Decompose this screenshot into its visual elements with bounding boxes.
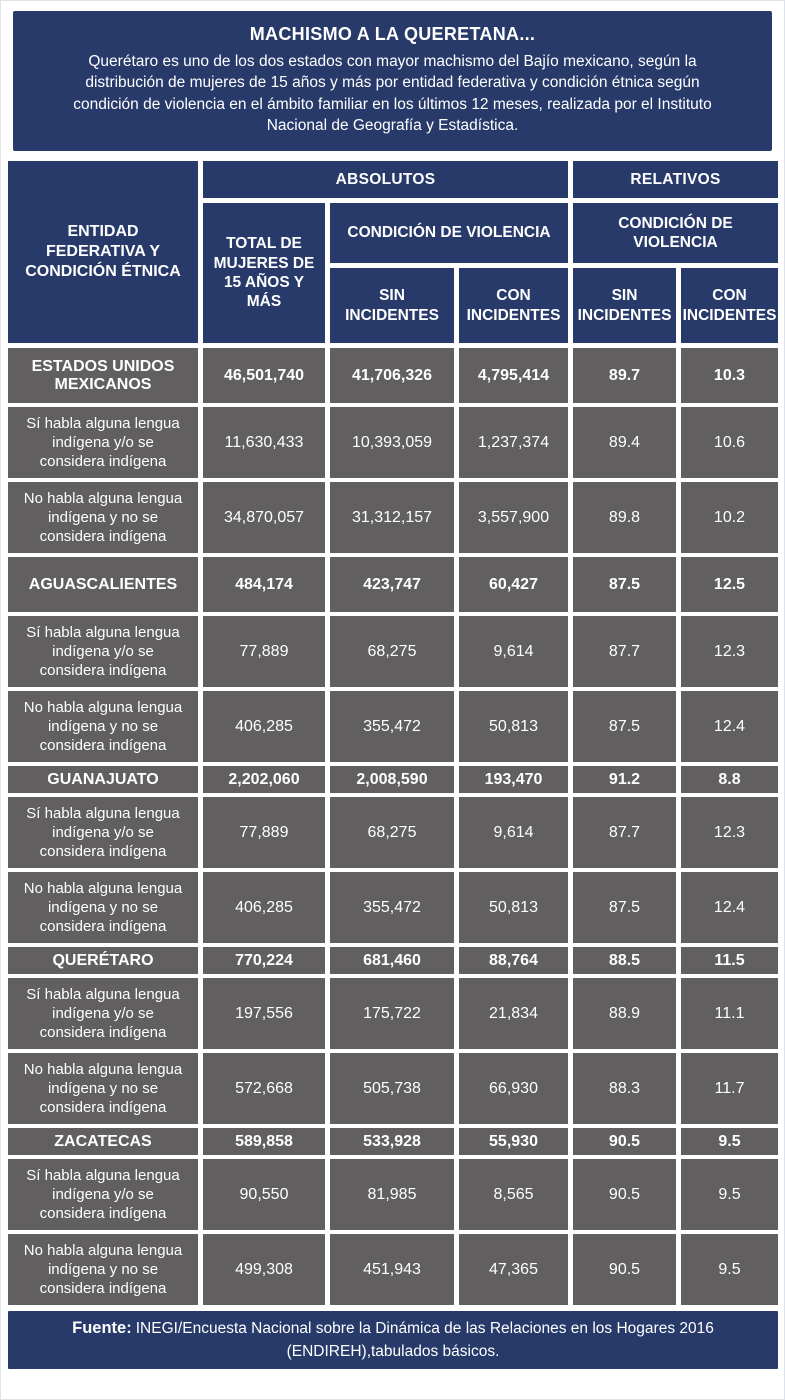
cell-con-abs: 66,930	[459, 1053, 568, 1124]
cell-sin-abs: 2,008,590	[330, 766, 454, 793]
cell-total: 77,889	[203, 797, 325, 868]
cell-total: 2,202,060	[203, 766, 325, 793]
cell-sin-rel: 91.2	[573, 766, 676, 793]
table-row-sub	[8, 978, 778, 1049]
table-row-state	[8, 947, 778, 974]
cell-con-abs: 50,813	[459, 872, 568, 943]
cell-total: 34,870,057	[203, 482, 325, 553]
cell-con-rel: 12.3	[681, 797, 778, 868]
cell-total: 11,630,433	[203, 407, 325, 478]
source-text: Fuente: INEGI/Encuesta Nacional sobre la Dinámica de las Relaciones en los Hogares 2016 (ENDIREH),tabulados básicos.	[72, 1319, 714, 1360]
cell-sin-abs: 41,706,326	[330, 348, 454, 403]
header-sin-incidentes-abs: SIN INCIDENTES	[330, 268, 454, 343]
row-label: GUANAJUATO	[8, 766, 198, 793]
cell-total: 197,556	[203, 978, 325, 1049]
title-box	[13, 11, 772, 151]
cell-sin-abs: 423,747	[330, 557, 454, 612]
row-label: No habla alguna lengua indígena y no se considera indígena	[8, 872, 198, 943]
table-row-sub	[8, 691, 778, 762]
cell-sin-rel: 87.5	[573, 872, 676, 943]
cell-con-abs: 55,930	[459, 1128, 568, 1155]
cell-sin-rel: 87.7	[573, 797, 676, 868]
source-footer	[8, 1311, 778, 1369]
cell-total: 46,501,740	[203, 348, 325, 403]
header-con-incidentes-abs: CON INCIDENTES	[459, 268, 568, 343]
cell-con-abs: 47,365	[459, 1234, 568, 1305]
cell-sin-rel: 87.5	[573, 691, 676, 762]
cell-con-rel: 11.1	[681, 978, 778, 1049]
cell-total: 499,308	[203, 1234, 325, 1305]
table-row-sub	[8, 1234, 778, 1305]
table-row-state	[8, 1128, 778, 1155]
table-row-sub	[8, 1159, 778, 1230]
header-total-mujeres: TOTAL DE MUJERES DE 15 AÑOS Y MÁS	[203, 203, 325, 343]
row-label: Sí habla alguna lengua indígena y/o se considera indígena	[8, 407, 198, 478]
cell-con-rel: 10.2	[681, 482, 778, 553]
cell-con-abs: 9,614	[459, 616, 568, 687]
cell-sin-abs: 355,472	[330, 691, 454, 762]
cell-con-abs: 88,764	[459, 947, 568, 974]
cell-con-rel: 10.3	[681, 348, 778, 403]
cell-con-rel: 9.5	[681, 1159, 778, 1230]
cell-con-abs: 9,614	[459, 797, 568, 868]
cell-con-rel: 12.4	[681, 691, 778, 762]
table-row-sub	[8, 407, 778, 478]
header-con-incidentes-rel: CON INCIDENTES	[681, 268, 778, 343]
cell-sin-rel: 87.7	[573, 616, 676, 687]
cell-sin-abs: 10,393,059	[330, 407, 454, 478]
cell-con-rel: 11.7	[681, 1053, 778, 1124]
cell-sin-rel: 87.5	[573, 557, 676, 612]
cell-con-rel: 9.5	[681, 1234, 778, 1305]
row-label: ZACATECAS	[8, 1128, 198, 1155]
cell-con-rel: 8.8	[681, 766, 778, 793]
cell-sin-abs: 68,275	[330, 797, 454, 868]
cell-con-abs: 21,834	[459, 978, 568, 1049]
row-label: No habla alguna lengua indígena y no se considera indígena	[8, 691, 198, 762]
header-absolutos: ABSOLUTOS	[203, 161, 568, 198]
cell-sin-rel: 90.5	[573, 1234, 676, 1305]
cell-con-abs: 60,427	[459, 557, 568, 612]
statistics-table	[8, 161, 778, 1305]
cell-total: 572,668	[203, 1053, 325, 1124]
row-label: Sí habla alguna lengua indígena y/o se considera indígena	[8, 1159, 198, 1230]
cell-con-abs: 50,813	[459, 691, 568, 762]
row-label: Sí habla alguna lengua indígena y/o se considera indígena	[8, 616, 198, 687]
cell-sin-abs: 533,928	[330, 1128, 454, 1155]
header-sin-incidentes-rel: SIN INCIDENTES	[573, 268, 676, 343]
cell-total: 90,550	[203, 1159, 325, 1230]
table-header	[8, 161, 778, 343]
cell-con-rel: 9.5	[681, 1128, 778, 1155]
cell-sin-abs: 31,312,157	[330, 482, 454, 553]
page-title: MACHISMO A LA QUERETANA...	[249, 24, 536, 44]
cell-con-abs: 193,470	[459, 766, 568, 793]
table-row-sub	[8, 797, 778, 868]
cell-total: 770,224	[203, 947, 325, 974]
cell-sin-rel: 89.4	[573, 407, 676, 478]
cell-con-abs: 4,795,414	[459, 348, 568, 403]
row-label: Sí habla alguna lengua indígena y/o se considera indígena	[8, 978, 198, 1049]
cell-con-rel: 12.5	[681, 557, 778, 612]
table-row-state	[8, 766, 778, 793]
cell-sin-rel: 88.9	[573, 978, 676, 1049]
cell-sin-abs: 505,738	[330, 1053, 454, 1124]
row-label: No habla alguna lengua indígena y no se considera indígena	[8, 1234, 198, 1305]
cell-sin-rel: 88.5	[573, 947, 676, 974]
source-label: Fuente:	[72, 1319, 132, 1337]
cell-con-rel: 12.4	[681, 872, 778, 943]
cell-con-abs: 1,237,374	[459, 407, 568, 478]
cell-con-rel: 12.3	[681, 616, 778, 687]
row-label: Sí habla alguna lengua indígena y/o se considera indígena	[8, 797, 198, 868]
cell-sin-abs: 355,472	[330, 872, 454, 943]
cell-sin-abs: 451,943	[330, 1234, 454, 1305]
cell-sin-rel: 90.5	[573, 1128, 676, 1155]
row-label: AGUASCALIENTES	[8, 557, 198, 612]
header-relativos: RELATIVOS	[573, 161, 778, 198]
header-entity: ENTIDAD FEDERATIVA Y CONDICIÓN ÉTNICA	[8, 161, 198, 343]
cell-total: 406,285	[203, 872, 325, 943]
cell-total: 77,889	[203, 616, 325, 687]
cell-sin-rel: 89.8	[573, 482, 676, 553]
cell-sin-abs: 175,722	[330, 978, 454, 1049]
cell-con-rel: 10.6	[681, 407, 778, 478]
row-label: No habla alguna lengua indígena y no se considera indígena	[8, 482, 198, 553]
table-row-sub	[8, 482, 778, 553]
cell-sin-abs: 68,275	[330, 616, 454, 687]
table-row-sub	[8, 872, 778, 943]
cell-con-abs: 3,557,900	[459, 482, 568, 553]
table-row-state	[8, 348, 778, 403]
data-rows	[8, 348, 778, 1305]
table-row-sub	[8, 616, 778, 687]
cell-sin-abs: 681,460	[330, 947, 454, 974]
cell-sin-rel: 89.7	[573, 348, 676, 403]
cell-con-abs: 8,565	[459, 1159, 568, 1230]
cell-sin-rel: 90.5	[573, 1159, 676, 1230]
cell-total: 484,174	[203, 557, 325, 612]
cell-sin-abs: 81,985	[330, 1159, 454, 1230]
table-row-state	[8, 557, 778, 612]
header-condicion-rel: CONDICIÓN DE VIOLENCIA	[573, 203, 778, 263]
page-description: Querétaro es uno de los dos estados con mayor machismo del Bajío mexicano, según la distribución de mujeres de 15 años y más por entidad federativa y condición étnica según condición de violencia en el ámbito familiar en los últimos 12 meses, realizada por el Instituto Nacional de Geografía y Estadística.	[73, 53, 712, 135]
cell-sin-rel: 88.3	[573, 1053, 676, 1124]
cell-total: 406,285	[203, 691, 325, 762]
cell-total: 589,858	[203, 1128, 325, 1155]
row-label: QUERÉTARO	[8, 947, 198, 974]
row-label: No habla alguna lengua indígena y no se considera indígena	[8, 1053, 198, 1124]
header-condicion-abs: CONDICIÓN DE VIOLENCIA	[330, 203, 568, 263]
cell-con-rel: 11.5	[681, 947, 778, 974]
row-label: ESTADOS UNIDOS MEXICANOS	[8, 348, 198, 403]
table-row-sub	[8, 1053, 778, 1124]
